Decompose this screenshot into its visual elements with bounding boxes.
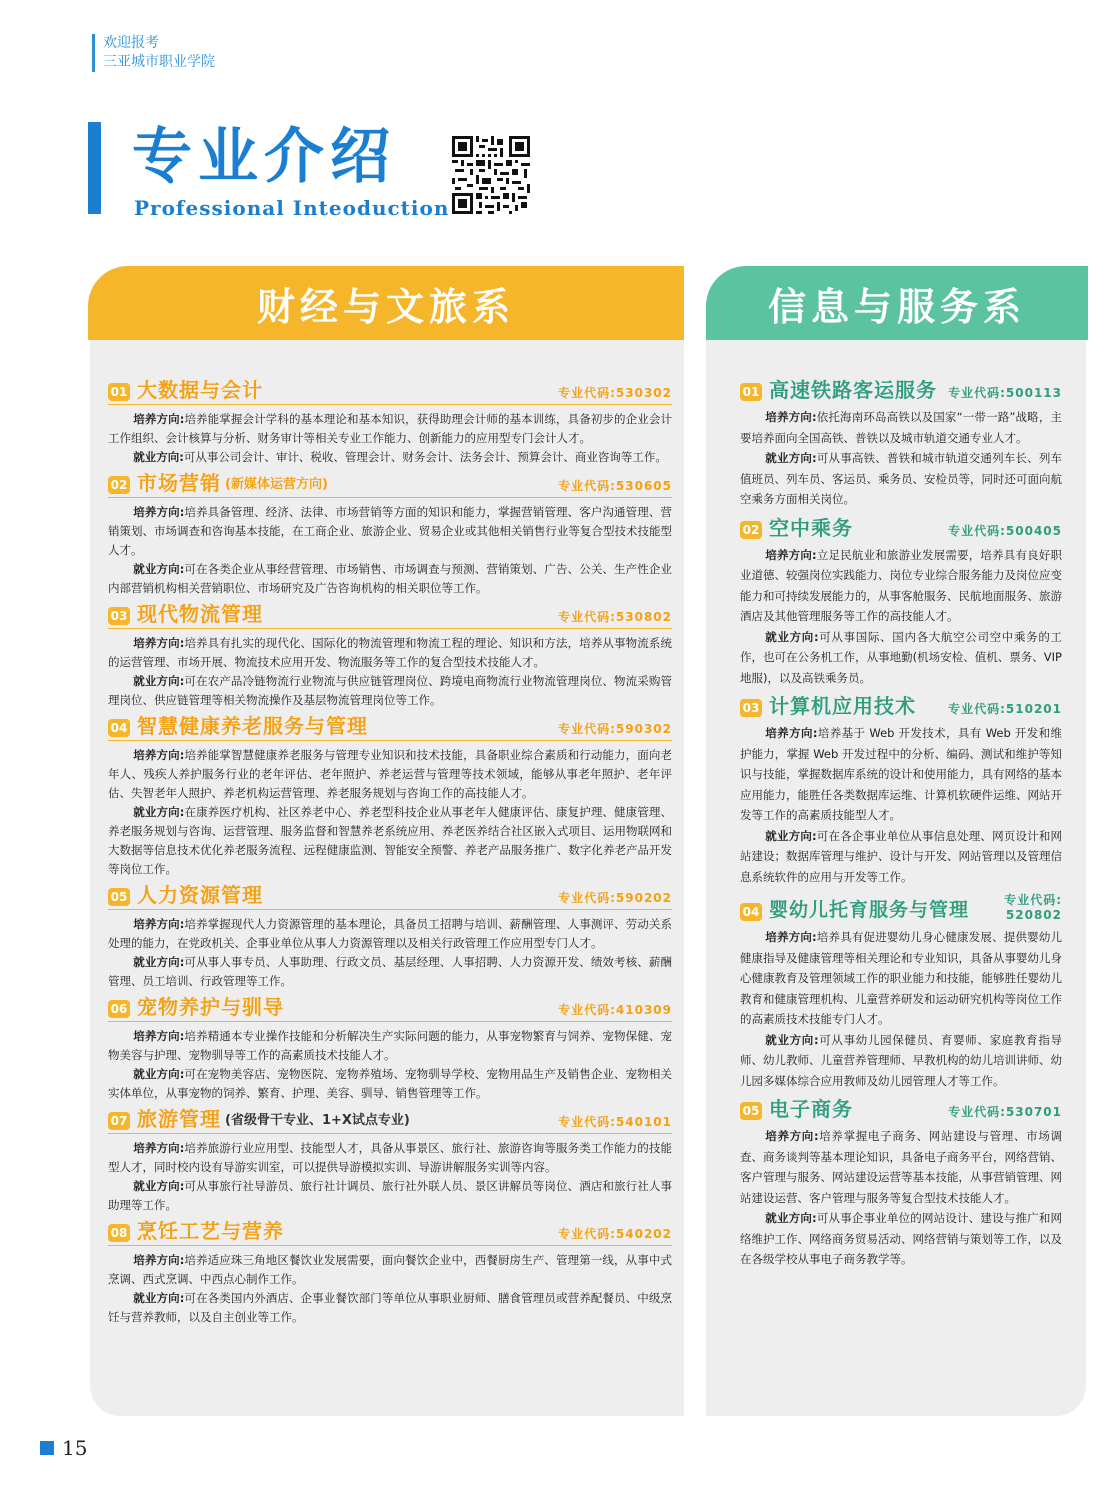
job-label: 就业方向: — [133, 450, 184, 464]
major-name: 市场营销 — [137, 471, 221, 495]
major-code: 专业代码:530302 — [558, 386, 672, 400]
train-direction — [740, 927, 1062, 1030]
job-label: 就业方向: — [765, 451, 817, 465]
major-name: 电子商务 — [769, 1097, 853, 1121]
major-header — [740, 378, 1062, 404]
major-subtitle: (新媒体运营方向) — [225, 477, 328, 492]
dept-title-info: 信息与服务系 — [767, 283, 1026, 329]
qr-code-icon — [452, 136, 530, 214]
train-direction — [108, 634, 672, 672]
job-text: 可从事旅行社导游员、旅行社计调员、旅行社外联人员、景区讲解员等岗位、酒店和旅行社人事助理等工作。 — [108, 1179, 672, 1212]
job-label: 就业方向: — [133, 805, 185, 819]
train-text: 培养掌握电子商务、网站建设与管理、市场调查、商务谈判等基本理论知识，具备电子商务平台，网络营销、客户管理与服务、网站建设运营等基本技能，从事营销管理、网站建设运营、客户管理与服务等复合型技术技能人才。 — [740, 1129, 1062, 1205]
major-header — [108, 378, 672, 405]
major-header — [108, 1107, 672, 1134]
page-number — [40, 1436, 87, 1460]
major-header — [108, 471, 672, 498]
major-code: 专业代码:540202 — [558, 1227, 672, 1241]
train-direction — [108, 915, 672, 953]
dept-header-info — [706, 266, 1088, 340]
job-label: 就业方向: — [765, 1032, 819, 1047]
major-name: 智慧健康养老服务与管理 — [137, 714, 368, 738]
train-label: 培养方向: — [133, 748, 185, 762]
major-code: 专业代码:530802 — [558, 610, 672, 624]
major-item — [108, 602, 672, 710]
job-label: 就业方向: — [133, 955, 185, 969]
major-name: 宠物养护与驯导 — [137, 995, 284, 1019]
page-title: 专业介绍 — [132, 122, 396, 192]
train-label: 培养方向: — [765, 726, 818, 740]
job-label: 就业方向: — [765, 629, 819, 644]
train-text: 培养具有促进婴幼儿身心健康发展、提供婴幼儿健康指导及健康管理等相关理论和专业知识，具备从事婴幼儿身心健康教育及管理领域工作的职业能力和技能，能够胜任婴幼儿教育和健康管理机构、儿童营养研发和运动研究机构等岗位工作的高素质技术技能专门人才。 — [740, 930, 1062, 1026]
page-subtitle: Professional Inteoduction — [134, 196, 450, 220]
train-label: 培养方向: — [133, 1029, 185, 1043]
major-code: 专业代码:410309 — [558, 1003, 672, 1017]
job-label: 就业方向: — [133, 1179, 185, 1193]
info-major-list — [740, 378, 1062, 1276]
major-number: 02 — [108, 476, 130, 494]
train-label: 培养方向: — [765, 547, 817, 562]
job-direction — [740, 448, 1062, 510]
train-text: 培养旅游行业应用型、技能型人才，具备从事景区、旅行社、旅游咨询等服务类工作能力的技能型人才，同时校内设有导游实训室，可以提供导游模拟实训、导游讲解服务实训等内容。 — [108, 1141, 672, 1174]
train-direction — [740, 1126, 1062, 1208]
train-direction — [740, 545, 1062, 627]
job-label: 就业方向: — [765, 828, 817, 843]
major-code: 专业代码:590202 — [558, 891, 672, 905]
job-direction — [108, 1177, 672, 1215]
major-number: 05 — [108, 888, 130, 906]
major-header — [108, 995, 672, 1022]
major-number: 04 — [740, 903, 762, 921]
major-code: 专业代码:510201 — [948, 702, 1062, 716]
major-number: 05 — [740, 1102, 762, 1120]
major-code-label: 专业代码: — [1004, 893, 1062, 907]
job-text: 在康养医疗机构、社区养老中心、养老型科技企业从事老年人健康评估、康复护理、健康管理、养老服务规划与咨询、运营管理、服务监督和智慧养老系统应用、养老医养结合社区嵌入式项目、运用物联网和大数据等信息技术优化养老服务流程、远程健康监测、智能安全预警、养老产品服务推广、数字化养老产品开发等岗位工作。 — [108, 805, 672, 876]
major-item — [740, 694, 1062, 887]
train-label: 培养方向: — [133, 917, 185, 931]
major-header — [108, 1219, 672, 1246]
job-direction — [108, 803, 672, 879]
train-direction — [108, 746, 672, 803]
job-label: 就业方向: — [133, 1291, 185, 1305]
job-direction — [740, 826, 1062, 888]
major-code-value: 520802 — [1005, 908, 1062, 922]
train-direction — [108, 410, 672, 448]
job-text: 可在各类企业从事经营管理、市场销售、市场调查与预测、营销策划、广告、公关、生产性企业内部营销机构相关营销职位、市场研究及广告咨询机构的相关职位等工作。 — [108, 562, 672, 595]
major-name: 高速铁路客运服务 — [769, 378, 937, 402]
job-text: 可在各类国内外酒店、企事业餐饮部门等单位从事职业厨师、膳食管理员或营养配餐员、中级烹饪与营养教师，以及自主创业等工作。 — [108, 1291, 672, 1324]
train-text: 培养能掌智慧健康养老服务与管理专业知识和技术技能，具备职业综合素质和行动能力，面向老年人、残疾人养护服务行业的老年评估、老年照护、养老运营与管理等技术领域，能够从事老年照护、老年评估、失智老年人照护、养老机构运营管理、养老服务规划与咨询工作的高技能人才。 — [108, 748, 672, 800]
train-direction — [108, 1027, 672, 1065]
major-subtitle: (省级骨干专业、1+X试点专业) — [225, 1113, 410, 1128]
job-label: 就业方向: — [133, 1067, 185, 1081]
major-name: 人力资源管理 — [137, 883, 263, 907]
job-text: 可在宠物美容店、宠物医院、宠物养殖场、宠物驯导学校、宠物用品生产及销售企业、宠物相关实体单位，从事宠物的饲养、繁育、护理、美容、驯导、销售管理等工作。 — [108, 1067, 672, 1100]
job-text: 可从事公司会计、审计、税收、管理会计、财务会计、法务会计、预算会计、商业咨询等工作。 — [183, 450, 667, 464]
train-text: 培养掌握现代人力资源管理的基本理论，具备员工招聘与培训、薪酬管理、人事测评、劳动关系处理的能力，在党政机关、企事业单位从事人力资源管理以及相关行政管理工作应用型专门人才。 — [108, 917, 672, 950]
dept-title-finance: 财经与文旅系 — [256, 283, 515, 329]
major-item — [740, 378, 1062, 510]
job-label: 就业方向: — [765, 1211, 817, 1225]
major-number: 01 — [108, 383, 130, 401]
header-tag — [92, 34, 215, 72]
major-item — [108, 995, 672, 1103]
job-direction — [108, 448, 672, 467]
major-header — [108, 602, 672, 629]
train-text: 培养基于 Web 开发技术，具有 Web 开发和维护能力，掌握 Web 开发过程中的分析、编码、测试和维护等知识与技能，掌握数据库系统的设计和使用能力，具有网络的基本应用能力，能胜任各类数据库运维、计算机软硬件运维、网站开发等工作的高素质技能型人才。 — [740, 726, 1062, 822]
train-direction — [108, 503, 672, 560]
train-label: 培养方向: — [765, 930, 817, 944]
finance-major-list — [108, 378, 672, 1331]
train-label: 培养方向: — [133, 1253, 185, 1267]
major-code: 专业代码:500405 — [948, 523, 1062, 538]
major-item — [108, 471, 672, 598]
job-direction — [108, 560, 672, 598]
job-direction — [740, 1208, 1062, 1270]
major-name: 大数据与会计 — [137, 378, 263, 402]
dept-header-finance — [88, 266, 684, 340]
major-name: 婴幼儿托育服务与管理 — [769, 899, 970, 921]
train-text: 依托海南环岛高铁以及国家“一带一路”战略，主要培养面向全国高铁、普铁以及城市轨道交通专业人才。 — [740, 410, 1062, 445]
major-header — [740, 1097, 1062, 1123]
train-label: 培养方向: — [133, 1141, 185, 1155]
train-direction — [108, 1251, 672, 1289]
title-accent-bar — [88, 122, 101, 214]
major-number: 06 — [108, 1000, 130, 1018]
major-header — [108, 714, 672, 741]
major-header — [740, 694, 1062, 720]
major-code: 专业代码:530605 — [558, 479, 672, 493]
major-item — [740, 516, 1062, 689]
major-name: 计算机应用技术 — [769, 694, 916, 718]
major-number: 08 — [108, 1224, 130, 1242]
major-number: 03 — [108, 607, 130, 625]
train-direction — [740, 723, 1062, 826]
job-label: 就业方向: — [133, 674, 185, 688]
header-line1: 欢迎报考 — [103, 35, 159, 51]
job-text: 可从事高铁、普铁和城市轨道交通列车长、列车值班员、列车员、客运员、乘务员、安检员等，同时还可面向航空乘务方面相关岗位。 — [740, 451, 1062, 506]
train-text: 培养适应珠三角地区餐饮业发展需要，面向餐饮企业中，西餐厨房生产、管理第一线，从事中式烹调、西式烹调、中西点心制作工作。 — [108, 1253, 672, 1286]
major-name: 现代物流管理 — [137, 602, 263, 626]
major-item — [108, 883, 672, 991]
job-text: 可从事幼儿园保健员、育婴师、家庭教育指导师、幼儿教师、儿童营养管理师、早教机构的幼儿培训讲师、幼儿园多媒体综合应用教师及幼儿园管理人才等工作。 — [740, 1032, 1062, 1088]
major-code — [1004, 893, 1062, 923]
major-number: 02 — [740, 521, 762, 539]
train-label: 培养方向: — [765, 1129, 819, 1143]
train-text: 立足民航业和旅游业发展需要，培养具有良好职业道德、较强岗位实践能力、岗位专业综合服务能力及岗位应变能力和可持续发展能力的，从事客舱服务、民航地面服务、旅游酒店及其他管理服务等工作的高技能人才。 — [740, 547, 1062, 623]
major-number: 01 — [740, 383, 762, 401]
job-direction — [108, 1065, 672, 1103]
major-code: 专业代码:590302 — [558, 722, 672, 736]
job-direction — [108, 672, 672, 710]
major-header — [740, 893, 1062, 924]
major-header — [108, 883, 672, 910]
major-item — [740, 893, 1062, 1091]
header-line2: 三亚城市职业学院 — [103, 54, 215, 70]
page-marker-icon — [40, 1441, 54, 1455]
major-code: 专业代码:540101 — [558, 1115, 672, 1129]
major-code: 专业代码:530701 — [948, 1105, 1062, 1119]
job-direction — [108, 1289, 672, 1327]
train-direction — [108, 1139, 672, 1177]
train-label: 培养方向: — [133, 412, 185, 426]
job-direction — [740, 627, 1062, 689]
job-text: 可在农产品冷链物流行业物流与供应链管理岗位、跨境电商物流行业物流管理岗位、物流采购管理岗位、供应链管理等相关物流操作及基层物流管理岗位等工作。 — [108, 674, 672, 707]
train-text: 培养具备管理、经济、法律、市场营销等方面的知识和能力，掌握营销管理、客户沟通管理、营销策划、市场调查和咨询基本技能，在工商企业、旅游企业、贸易企业或其他相关销售行业等复合型技术技能型人才。 — [108, 505, 672, 557]
major-header — [740, 516, 1062, 542]
train-direction — [740, 407, 1062, 448]
major-name: 旅游管理 — [137, 1107, 221, 1131]
major-item — [108, 378, 672, 467]
major-item — [108, 714, 672, 879]
major-item — [740, 1097, 1062, 1270]
major-code: 专业代码:500113 — [948, 386, 1062, 400]
train-text: 培养具有扎实的现代化、国际化的物流管理和物流工程的理论、知识和方法，培养从事物流系统的运营管理、市场开展、物流技术应用开发、物流服务等工作的复合型技术技能人才。 — [108, 636, 672, 669]
job-text: 可从事企事业单位的网站设计、建设与推广和网络维护工作、网络商务贸易活动、网络营销与策划等工作，以及在各级学校从事电子商务教学等。 — [740, 1211, 1062, 1266]
major-item — [108, 1107, 672, 1215]
job-direction — [108, 953, 672, 991]
major-number: 07 — [108, 1112, 130, 1130]
job-text: 可从事人事专员、人事助理、行政文员、基层经理、人事招聘、人力资源开发、绩效考核、薪酬管理、员工培训、行政管理等工作。 — [108, 955, 672, 988]
job-text: 可从事国际、国内各大航空公司空中乘务的工作，也可在公务机工作，从事地勤(机场安检、值机、票务、VIP 地服)，以及高铁乘务员。 — [740, 629, 1062, 685]
major-number: 04 — [108, 719, 130, 737]
major-item — [108, 1219, 672, 1327]
train-text: 培养能掌握会计学科的基本理论和基本知识，获得助理会计师的基本训练，具备初步的企业会计工作组织、会计核算与分析、财务审计等相关专业工作能力、创新能力的应用型专门会计人才。 — [108, 412, 672, 445]
train-text: 培养精通本专业操作技能和分析解决生产实际问题的能力，从事宠物繁育与饲养、宠物保健、宠物美容与护理、宠物驯导等工作的高素质技术技能人才。 — [108, 1029, 672, 1062]
train-label: 培养方向: — [133, 636, 185, 650]
page-number-text: 15 — [62, 1436, 88, 1460]
job-direction — [740, 1030, 1062, 1092]
train-label: 培养方向: — [765, 410, 817, 424]
train-label: 培养方向: — [133, 505, 185, 519]
job-text: 可在各企事业单位从事信息处理、网页设计和网站建设；数据库管理与维护、设计与开发、网站管理以及管理信息系统软件的应用与开发等工作。 — [740, 828, 1062, 884]
major-name: 烹饪工艺与营养 — [137, 1219, 284, 1243]
major-name: 空中乘务 — [769, 515, 853, 540]
major-number: 03 — [740, 699, 762, 717]
job-label: 就业方向: — [133, 562, 185, 576]
